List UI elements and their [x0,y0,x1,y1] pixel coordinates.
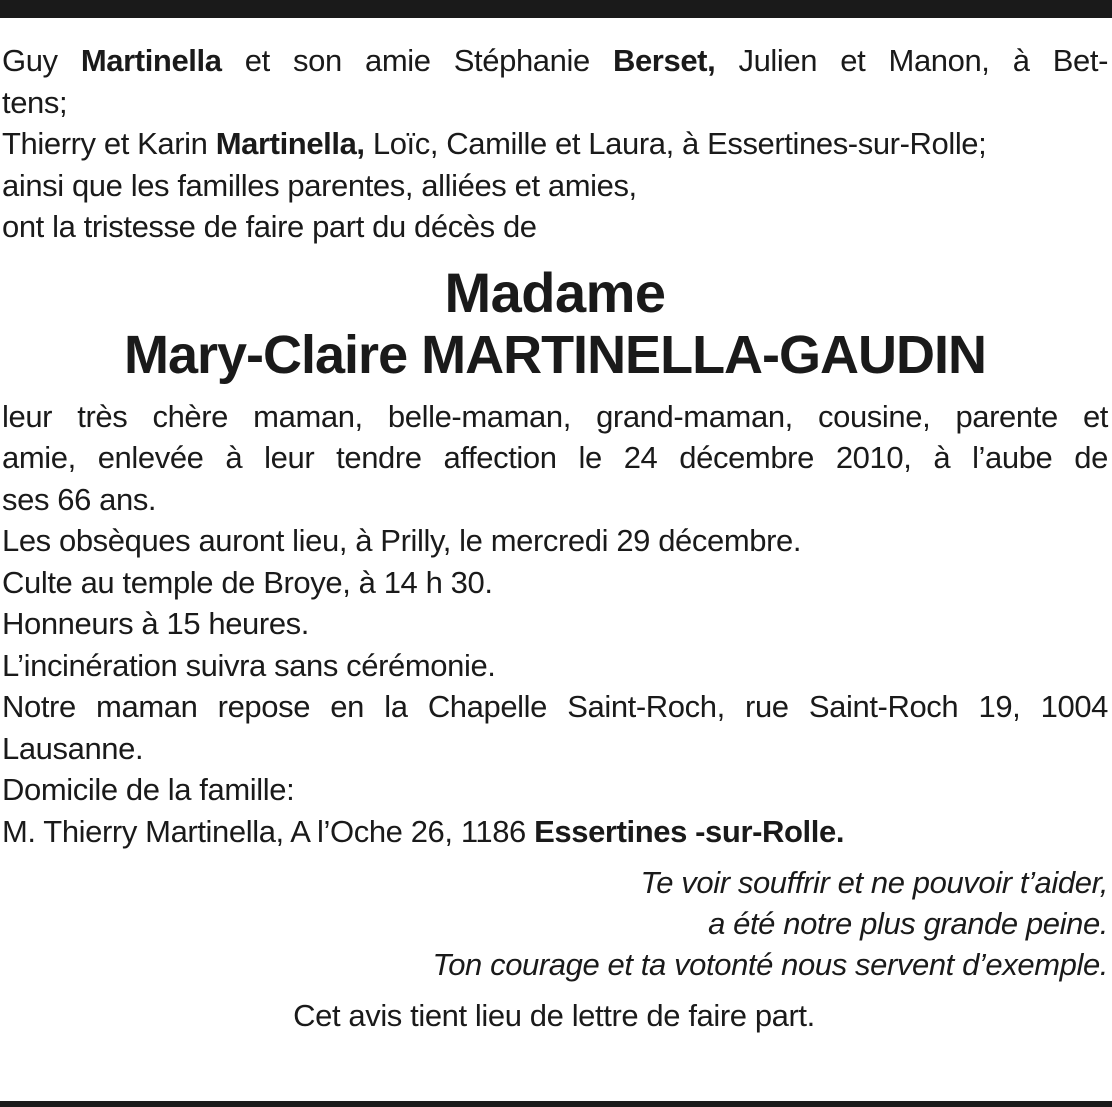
top-rule [0,0,1112,18]
intro-line-5: ont la tristesse de faire part du décès de [2,209,537,244]
poem-line-1: Te voir souffrir et ne pouvoir t’aider, [640,865,1108,900]
poem-line-3: Ton courage et ta votonté nous servent d’exemple. [432,947,1108,982]
intro-paragraph [2,40,1108,248]
text-fragment: et son amie Stéphanie [221,43,613,78]
details-line-5: Culte au temple de Broye, à 14 h 30. [2,564,493,600]
intro-line-1 [2,40,1108,82]
intro-line-3 [2,123,1108,165]
deceased-name-block [2,262,1108,386]
details-line-4: Les obsèques auront lieu, à Prilly, le mercredi 29 décembre. [2,523,802,558]
bold-place: Essertines -sur-Rolle. [534,813,845,849]
text-fragment: Loïc, Camille et Laura, à Essertines-sur-Rolle; [364,126,987,161]
bold-name: Berset, [612,43,716,78]
details-line-7: L’incinération suivra sans cérémonie. [2,647,496,683]
text-fragment: Guy [2,43,81,78]
deceased-name: Mary-Claire MARTINELLA-GAUDIN [123,324,987,385]
poem [2,862,1108,985]
obituary-notice [2,40,1108,1037]
intro-line-2: tens; [2,84,68,120]
details-line-1: leur très chère maman, belle-maman, grand-maman, cousine, parente et [2,398,1108,434]
text-fragment: Julien et Manon, à Bet- [715,43,1108,78]
details-line-9: Lausanne. [2,730,144,766]
details-line-8: Notre maman repose en la Chapelle Saint-Roch, rue Saint-Roch 19, 1004 [2,689,1108,724]
details-line-3: ses 66 ans. [2,481,157,517]
text-fragment: Thierry et Karin [2,126,216,161]
details-line-6: Honneurs à 15 heures. [2,606,309,641]
footer-note: Cet avis tient lieu de lettre de faire part. [293,998,815,1033]
details-line-10: Domicile de la famille: [2,772,295,807]
details-line-2: amie, enlevée à leur tendre affection le 24 décembre 2010, à l’aube de [2,440,1108,475]
details-paragraph [2,396,1108,853]
details-line-11 [2,811,1108,853]
deceased-title: Madame [444,260,666,324]
bottom-rule [0,1101,1112,1107]
bold-name: Martinella [80,43,222,78]
bold-name: Martinella, [215,126,365,161]
poem-line-2: a été notre plus grande peine. [708,906,1108,941]
text-fragment: M. Thierry Martinella, A l’Oche 26, 1186 [2,813,535,849]
intro-line-4: ainsi que les familles parentes, alliées et amies, [2,167,637,203]
